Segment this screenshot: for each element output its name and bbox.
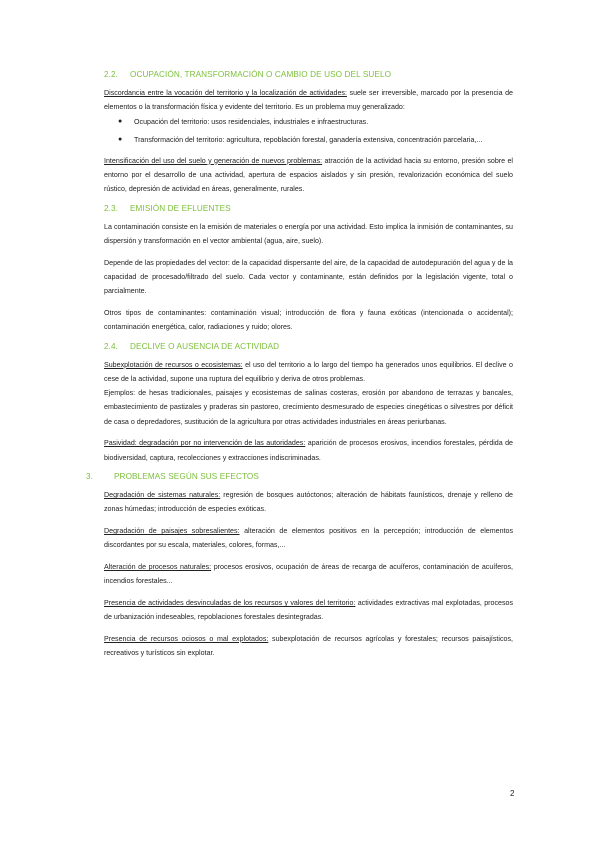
section-heading-2-3: 2.3. EMISIÓN DE EFLUENTES [104,203,231,213]
list-item: ● Transformación del territorio: agricultura, repoblación forestal, ganadería extensiva, concentración parcelaria,... [134,133,513,147]
paragraph-actividades-desvinculadas: Presencia de actividades desvinculadas de los recursos y valores del territorio: actividades extractivas mal explotadas, procesos de urbanización indeseables, repoblaciones forestales desintegradas. [104,598,513,622]
paragraph-contaminacion: La contaminación consiste en la emisión de materiales o energía por una actividad. Esto implica la inmisión de contaminantes, su dispersión y transformación en el vector ambiental (agua, aire, suelo). [104,222,513,246]
paragraph-subexplotacion: Subexplotación de recursos o ecosistemas: el uso del territorio a lo largo del tiempo ha generados unos equilibrios. El declive o cese de la actividad, supone una ruptura del equilibrio y deriva de otros problemas. [104,360,513,384]
paragraph-paisajes: Degradación de paisajes sobresalientes: alteración de elementos positivos en la percepción; introducción de elementos discordantes por su escala, materiales, colores, formas,... [104,527,514,550]
paragraph-procesos-naturales: Alteración de procesos naturales: procesos erosivos, ocupación de áreas de recarga de acuíferos, contaminación de acuíferos, incendios forestales... [104,563,513,586]
list-item: ● Ocupación del territorio: usos residenciales, industriales e infraestructuras. [134,115,513,129]
bullet-icon: ● [118,118,123,126]
bullet-list [104,115,513,146]
page-number: 2 [510,789,515,798]
section-heading-2-4: 2.4. DECLIVE O AUSENCIA DE ACTIVIDAD [104,341,280,351]
bullet-icon: ● [118,135,123,143]
section-heading-2-2: 2.2. OCUPACIÓN, TRANSFORMACIÓN O CAMBIO DE USO DEL SUELO [104,70,392,79]
paragraph-ejemplos: Ejemplos: de hesas tradicionales, paisajes y ecosistemas de salinas costeras, erosión por abandono de terrazas y bancales, embastecimiento de pastizales y praderas sin pastoreo, crecimiento desmesurado de especies cinegéticas o silvestres por déficit de casa o depredadores, sustitución de la agricultura por otras actividades industriales en áreas periurbanas. [104,389,513,426]
paragraph-propiedades: Depende de las propiedades del vector: de la capacidad dispersante del aire, de la capacidad de autodepuración del agua y de la capacidad de procesado/filtrado del suelo. Cada vector y contaminante, están definidos por la legislación vigente, total o parcialmente. [104,258,513,296]
paragraph-intensificacion: Intensificación del uso del suelo y generación de nuevos problemas: atracción de la actividad hacia su entorno, presión sobre el entorno por el desarrollo de una actividad, apertura de espacios aislados y sin presión, revalorización económica del suelo rústico, depresión de actividad en áreas, generalmente, rurales. [104,156,513,194]
section-heading-3: 3. PROBLEMAS SEGÚN SUS EFECTOS [86,472,259,482]
paragraph-discordancia: Discordancia entre la vocación del territorio y la localización de actividades: suele ser irreversible, marcado por la presencia de elementos o la transformación física y evidente del territorio. Es un problema muy generalizado: [104,89,513,112]
paragraph-recursos-ociosos: Presencia de recursos ociosos o mal explotados: subexplotación de recursos agrícolas y forestales; recursos paisajísticos, recreativos y turísticos sin explotar. [104,634,513,658]
paragraph-sistemas-naturales: Degradación de sistemas naturales: regresión de bosques autóctonos; alteración de hábitats faunísticos, drenaje y relleno de zonas húmedas; introducción de especies exóticas. [104,491,513,514]
paragraph-pasividad: Pasividad: degradación por no intervención de las autoridades: aparición de procesos erosivos, incendios forestales, pérdida de biodiversidad, captura, recolecciones y extracciones indiscriminadas. [104,439,513,462]
paragraph-otros-contaminantes: Otros tipos de contaminantes: contaminación visual; introducción de flora y fauna exóticas (intencionada o accidental); contaminación energética, calor, radiaciones y ruido; olores. [104,308,513,332]
